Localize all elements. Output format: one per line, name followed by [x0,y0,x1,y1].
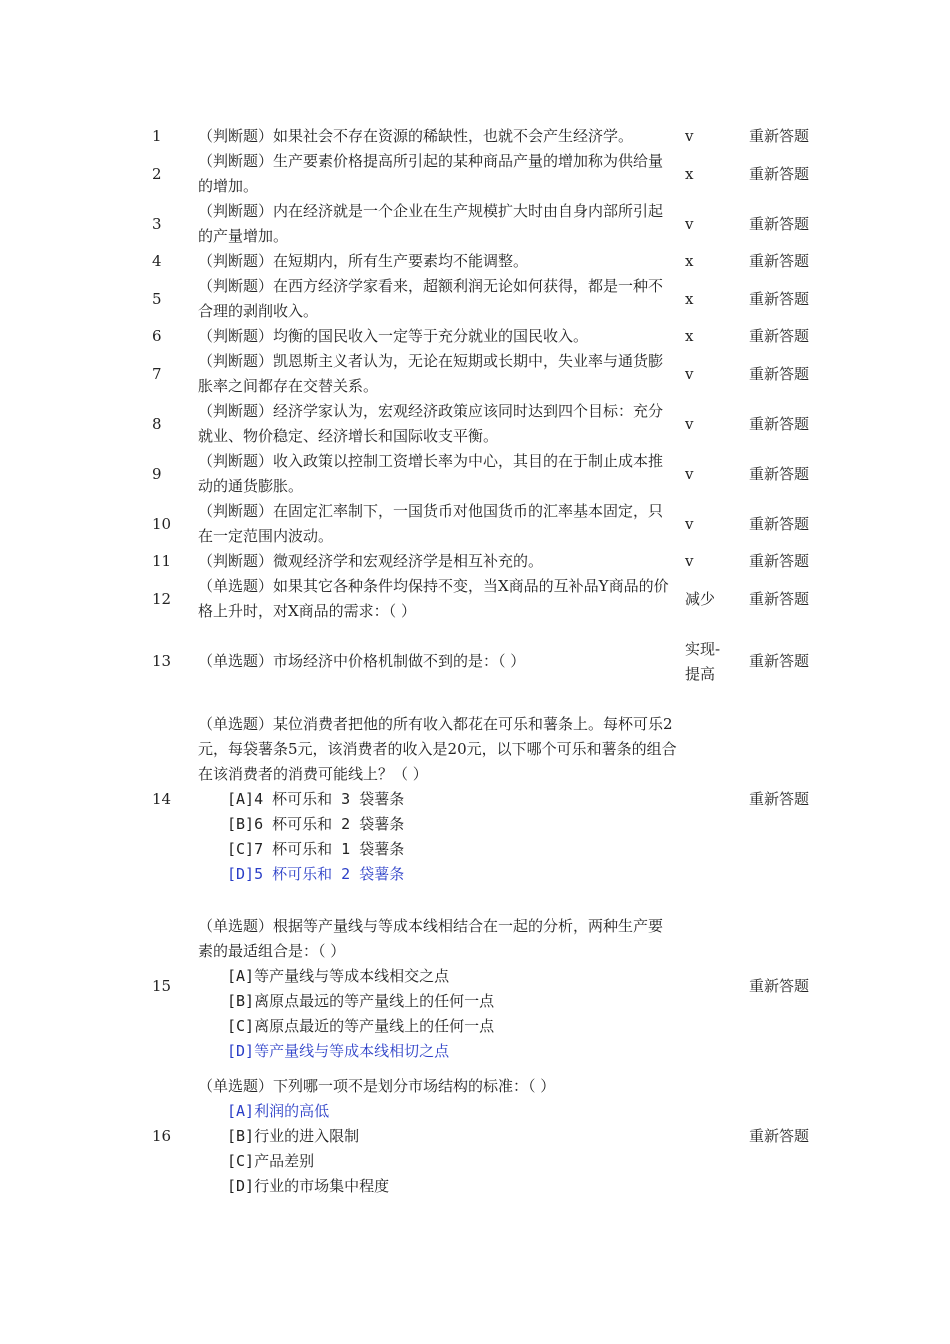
table-row [143,449,844,499]
question-text: （单选题）如果其它各种条件均保持不变，当X商品的互补品Y商品的价格上升时，对X商品的需求：（ ） [198,577,669,620]
retry-answer-link[interactable]: 重新答题 [749,327,810,345]
retry-answer-link[interactable]: 重新答题 [749,364,810,383]
table-row [143,699,844,899]
answer-value: v [685,364,694,383]
question-text: （判断题）在西方经济学家看来，超额利润无论如何获得，都是一种不合理的剥削收入。 [198,277,664,320]
question-number: 3 [152,214,162,233]
table-row [143,399,844,449]
question-text: （判断题）生产要素价格提高所引起的某种商品产量的增加称为供给量的增加。 [198,152,664,195]
question-number: 15 [152,977,172,995]
question-table [143,124,844,1199]
table-row [143,199,844,249]
retry-answer-link[interactable]: 重新答题 [749,127,810,145]
question-text: （判断题）收入政策以控制工资增长率为中心，其目的在于制止成本推动的通货膨胀。 [198,452,664,495]
retry-answer-link[interactable]: 重新答题 [749,464,810,483]
option-list [197,1099,677,1199]
table-row [143,899,844,1074]
question-text: （判断题）经济学家认为，宏观经济政策应该同时达到四个目标：充分就业、物价稳定、经济增长和国际收支平衡。 [198,402,664,445]
option-c[interactable]: [C]离原点最近的等产量线上的任何一点 [227,1016,495,1035]
option-d-selected[interactable]: [D]5 杯可乐和 2 袋薯条 [227,864,405,883]
option-c[interactable]: [C]产品差别 [227,1152,315,1170]
question-number: 11 [152,552,172,570]
answer-value: 实现-提高 [685,639,721,683]
question-number: 13 [152,652,172,670]
table-row [143,574,844,624]
question-text: （单选题）市场经济中价格机制做不到的是：（ ） [198,652,526,670]
option-list [197,787,677,887]
option-b[interactable]: [B]6 杯可乐和 2 袋薯条 [227,814,405,833]
retry-answer-link[interactable]: 重新答题 [749,514,810,533]
table-row [143,499,844,549]
table-row [143,149,844,199]
table-row [143,249,844,274]
answer-value: x [685,327,694,345]
question-number: 1 [152,127,162,145]
question-number: 2 [152,164,162,183]
table-row [143,124,844,149]
question-number: 6 [152,327,162,345]
answer-value [677,899,745,1074]
retry-answer-link[interactable]: 重新答题 [749,214,810,233]
answer-value: v [685,514,694,533]
answer-value: x [685,252,694,270]
question-number: 10 [152,514,172,533]
retry-answer-link[interactable]: 重新答题 [749,164,810,183]
question-number: 8 [152,414,162,433]
retry-answer-link[interactable]: 重新答题 [749,252,810,270]
table-row [143,624,844,699]
answer-value: 减少 [685,589,716,608]
answer-value: v [685,214,694,233]
answer-value: v [685,552,694,570]
question-number: 7 [152,364,162,383]
question-number: 4 [152,252,162,270]
option-a-selected[interactable]: [A]利润的高低 [227,1102,330,1120]
retry-answer-link[interactable]: 重新答题 [749,589,810,608]
retry-answer-link[interactable]: 重新答题 [749,977,810,995]
option-b[interactable]: [B]行业的进入限制 [227,1127,360,1145]
option-c[interactable]: [C]7 杯可乐和 1 袋薯条 [227,839,405,858]
question-number: 12 [152,589,172,608]
retry-answer-link[interactable]: 重新答题 [749,552,810,570]
answer-value: v [685,464,694,483]
option-a[interactable]: [A]4 杯可乐和 3 袋薯条 [227,789,405,808]
table-row [143,549,844,574]
table-row [143,349,844,399]
option-list [197,964,677,1064]
retry-answer-link[interactable]: 重新答题 [749,789,810,808]
question-text: （单选题）根据等产量线与等成本线相结合在一起的分析，两种生产要素的最适组合是：（ ） [198,916,664,960]
option-a[interactable]: [A]等产量线与等成本线相交之点 [227,966,450,985]
retry-answer-link[interactable]: 重新答题 [749,1127,810,1145]
answer-value: x [685,289,694,308]
option-d[interactable]: [D]行业的市场集中程度 [227,1177,390,1195]
question-text: （判断题）凯恩斯主义者认为，无论在短期或长期中，失业率与通货膨胀率之间都存在交替关系。 [198,352,664,395]
table-row [143,324,844,349]
retry-answer-link[interactable]: 重新答题 [749,289,810,308]
question-number: 14 [152,789,172,808]
retry-answer-link[interactable]: 重新答题 [749,652,810,670]
question-text: （判断题）均衡的国民收入一定等于充分就业的国民收入。 [198,327,589,345]
question-number: 9 [152,464,162,483]
answer-value: v [685,127,694,145]
answer-value [677,699,745,899]
option-d-selected[interactable]: [D]等产量线与等成本线相切之点 [227,1041,450,1060]
question-number: 16 [152,1127,172,1145]
question-text: （单选题）下列哪一项不是划分市场结构的标准：（ ） [198,1077,556,1095]
table-row [143,274,844,324]
question-number: 5 [152,289,162,308]
answer-value: x [685,164,694,183]
question-text: （判断题）如果社会不存在资源的稀缺性，也就不会产生经济学。 [198,127,634,145]
question-text: （判断题）微观经济学和宏观经济学是相互补充的。 [198,552,544,570]
table-row [143,1074,844,1199]
answer-value [677,1074,745,1199]
question-text: （判断题）在短期内，所有生产要素均不能调整。 [198,252,529,270]
question-text: （判断题）在固定汇率制下，一国货币对他国货币的汇率基本固定，只在一定范围内波动。 [198,502,664,545]
question-text: （判断题）内在经济就是一个企业在生产规模扩大时由自身内部所引起的产量增加。 [198,202,664,245]
question-text: （单选题）某位消费者把他的所有收入都花在可乐和薯条上。每杯可乐2元，每袋薯条5元，该消费者的收入是20元，以下哪个可乐和薯条的组合在该消费者的消费可能线上？（ ） [198,714,677,783]
option-b[interactable]: [B]离原点最远的等产量线上的任何一点 [227,991,495,1010]
retry-answer-link[interactable]: 重新答题 [749,414,810,433]
answer-value: v [685,414,694,433]
